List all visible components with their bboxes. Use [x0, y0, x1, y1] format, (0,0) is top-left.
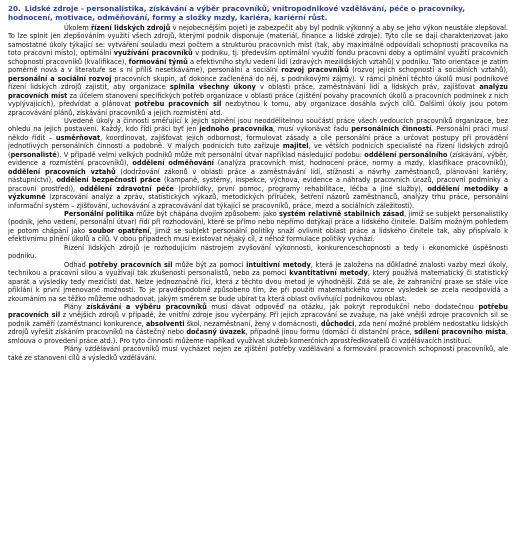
- paragraph: [8, 303, 508, 345]
- text-run: . Personální práci musí někdo řídit –: [8, 125, 508, 142]
- bold-term: formování týmů: [128, 57, 188, 66]
- text-run: , která je založena na důkladné znalosti vazby mezi úkoly, technikou a pracovní silou a využívají tak zkušenosti personalistů, nebo za pomoci: [8, 260, 508, 278]
- paragraph: [8, 261, 508, 303]
- text-run: za účelem stanovení specifických potřeb organizace v oblasti práce (zjištění povahy pracovních úkolů a pracovních podmínek z nich vyplývajících), předvídat a plánovat: [8, 91, 508, 109]
- document-body: [8, 24, 508, 362]
- text-run: , jimiž se subjekt personalistiky (podnik, jeho vedení, personální útvar) řídí při rozhodování, které se přímo nebo nepřímo dotýkají práce a lidského činitele. Dalším možným pohledem je potom chápání jako: [8, 209, 509, 235]
- bold-term: dočasný úvazek: [186, 328, 246, 337]
- section-number: 20.: [8, 4, 21, 13]
- bold-term: sdílení pracovního místa: [414, 328, 506, 337]
- bold-term: získávání a výběru pracovníků: [86, 302, 207, 311]
- text-run: , případně jinou formu (domácí či distanční práce,: [245, 328, 415, 337]
- text-run: škol, nezaměstnaní, ženy v domácnosti,: [184, 319, 321, 328]
- text-run: , musí vykonávat řadu: [273, 125, 352, 134]
- bold-term: personální a sociální rozvoj: [8, 74, 112, 83]
- bold-term: soubor opatření: [88, 226, 150, 235]
- section-title: Lidské zdroje - personalistika, získávání a výběr pracovníků, vnitropodnikové vzdělávání, péče o pracovníky, hodnocení, motivace, odměňování, formy a složky mzdy, kariéra, kariérní růst.: [8, 4, 465, 22]
- text-run: (rozvoj jejich schopností a sociálních vztahů),: [348, 66, 509, 75]
- section-heading: [8, 4, 508, 22]
- bold-term: analýzu pracovních míst: [8, 83, 508, 100]
- text-run: nezbytnou k tomu, aby organizace dosáhla svých cílů. Dalšími úkoly jsou potom zpracovávání plánů, získávání pracovníků a jejich rozmístění atd.: [8, 100, 508, 117]
- bold-term: splnila všechny úkony: [169, 83, 256, 92]
- bold-term: řízení lidských zdrojů: [90, 24, 171, 32]
- bold-term: kvantitativní metody: [289, 269, 368, 278]
- bold-term: oddělení bezpečnosti práce: [56, 176, 161, 185]
- text-run: Řízení lidských zdrojů je rozhodujícím nástrojem zvyšování výkonnosti, konkurenceschopnosti a tedy i ekonomické úspěšnosti podniku.: [8, 243, 508, 261]
- text-run: musí dávat odpověď na otázku, jak pokrýt reprodukční nebo dodatečnou: [206, 302, 479, 311]
- bold-term: oddělení personálního: [364, 150, 448, 159]
- text-run: , který používá matematický či statistický aparát a výsledky tedy mezičísti dat. Nelze jednoznačně říci, která z těchto dvou metod je výhodnější. Zdá se ale, že zahraniční praxe se stále více přiklání k první jmenované možnosti. To je pravděpodobně způsobeno tím, že při použití matematického vzorce výsledek se zcela neodpovídá a zkoumáním na se těžko můžeme odhadovat, jakým směrem se bude ubírat ta která oblast ovlivňující podnikovou oblast.: [8, 269, 509, 303]
- text-run: Uvedené úkoly a činnosti směřující k jejich splnění jsou neoddělitelnou součástí práce všech vedoucích pracovníků organizace, bez ohledu na jejich postavení. Každý, kdo řídí práci byť jen: [8, 116, 508, 134]
- text-run: pracovních skupin, ať dokonce začleněná do něj, s podnikovými zájmy). V rámci plnění těchto úkolů musí podnikové řízení lidských zdrojů zajistit, aby organizace: [8, 74, 508, 92]
- bold-term: usměrňovat: [55, 133, 101, 142]
- text-run: může být za pomoci: [172, 260, 247, 269]
- bold-term: intuitivní metody: [246, 260, 311, 269]
- paragraph: [8, 210, 508, 244]
- text-run: (dodržování zákonů v oblasti práce a zaměstnávání lidí, stížnosti a návrhy zaměstnanců, plánování kariéry, nástupnictví),: [8, 167, 508, 185]
- bold-term: oddělení metodiky a výzkumné: [8, 184, 508, 202]
- bold-term: Personální politika: [64, 209, 134, 218]
- text-run: , ve větších podnicích specialisté na řízení lidských zdrojů (: [8, 142, 509, 159]
- text-run: v podniku, tj. především optimální využití fondu pracovní doby a optimální využití pracovních schopností pracovníků (kvalifikace),: [8, 49, 508, 66]
- text-run: ). V případě velmi velkých podniků může mít personální útvar například následující podobu:: [56, 150, 365, 159]
- paragraph: [8, 24, 508, 117]
- text-run: v oblasti práce, zaměstnávání lidí a lidských práv, zajišťovat: [255, 83, 480, 92]
- text-run: Plány vzdělávání pracovníků musí vycházet nejen ze zjištění potřeby vzdělávání a formování pracovních schopností pracovníků, ale také ze stanovení cílů a výsledků vzdělávání.: [8, 345, 508, 362]
- bold-term: personalisté: [10, 150, 57, 159]
- bold-term: rozvoj pracovníků: [281, 66, 349, 75]
- bold-term: jednoho pracovníka: [199, 125, 274, 134]
- bold-term: potřeby pracovních sil: [88, 260, 173, 269]
- bold-term: personálních činností: [351, 125, 432, 134]
- text-run: (získávání, výběr, evidence a rozmístění pracovníků),: [8, 150, 509, 168]
- bold-term: důchodci: [320, 319, 355, 328]
- bold-term: absolventi: [145, 319, 185, 328]
- text-run: z vnějších zdrojů v případě, že vnitřní zdroje jsou vyčerpány. Při jejich zpracování se zvažuje, na jaké vnější zdroje pracovních sil se podnik zaměří (zaměstnanci konkurence,: [8, 311, 508, 328]
- text-run: (prohlídky, první pomoc, programy rehabilitace, léčba a jiné služby),: [173, 184, 428, 193]
- bold-term: majitel: [282, 142, 309, 151]
- text-run: , koordinovat, zajišťovat jejich odbornost, formulovat zásady a cíle personální práce a určovat postupy při provádění jednotlivých personálních činností a podobně. V malých podnicích tuto zařizuje: [8, 133, 508, 151]
- text-run: Plány: [64, 302, 87, 311]
- text-run: v nejobecnějším pojetí je zabezpečit aby byl podnik výkonný a aby se jeho výkon neustále zlepšoval. To lze splnit jen zlepšováním využití všech zdrojů, kterými podnik disponuje (materiál, finance a lidské zdroje). Tyto cíle se dají charakterizovat jako samostatné úkoly týkající se: vytváření souladu mezi počtem a strukturou pracovních míst (tak, aby maximálně odpovídali schopnosti pracovníka na toto pracovní místo), optimální: [8, 24, 508, 58]
- text-run: může být chápána dvojím způsobem: jako: [133, 209, 279, 218]
- paragraph: [8, 244, 508, 261]
- paragraph: [8, 345, 508, 362]
- paragraph: [8, 117, 508, 210]
- bold-term: oddělení pracovních vztahů: [8, 167, 116, 176]
- text-run: , zda není možné problém nedostatku lidských zdrojů vyřešit získáním pracovníků na částečný nebo: [8, 319, 509, 337]
- bold-term: využívání pracovníků: [113, 49, 193, 58]
- text-run: Odhad: [64, 260, 89, 269]
- bold-term: systém relativně stabilních zásad: [278, 209, 405, 218]
- text-run: (analýza pracovních míst, hodnocení práce, normy a mzdy, klasifikace pracovníků),: [213, 159, 508, 168]
- text-run: , jimiž se subjekt personální politiky snaží ovlivnit oblast práce a lidského činitele tak, aby přispívalo k efektivnímu plnění úkolů a cílů. V obou případech musí existovat nějaký cíl, z něhož formulace politiky vychází.: [8, 226, 508, 244]
- text-run: a efektivního stylu vedení lidí (zdravých mezilidských vztahů) v podniku. Tato orientace je zatím poměrně nová a v literatuře se s ní příliš nesetkáváme), personální a sociální: [8, 57, 508, 75]
- text-run: (zpracování analýz a zpráv, statistických výkazů, metodických příruček, šetření názorů zaměstnanců, analýzy trhu práce, personální informační systém – zjišťování, uchovávání a zpracovávání dat týkající se pracovníků, práce, mezd a sociálních záležitostí).: [8, 193, 508, 210]
- bold-term: potřebu pracovních sil: [134, 100, 222, 109]
- text-run: (kampaně, systémy, inspekce, výchova, evidence a náhrady pracovních úrazů, pracovní podmínky a pracovní prostředí),: [8, 176, 508, 193]
- bold-term: oddělení zdravotní péče: [79, 184, 174, 193]
- text-run: , smlouva o provedení práce atd.). Pro tyto činnosti můžeme napříkad využívat služeb komerčních zprostředkovatelů či vzdělávacích institucí.: [8, 328, 508, 345]
- text-run: Úkolem: [64, 24, 91, 32]
- bold-term: oddělení odměňování: [132, 159, 214, 168]
- bold-term: potřebu pracovních sil: [8, 302, 508, 320]
